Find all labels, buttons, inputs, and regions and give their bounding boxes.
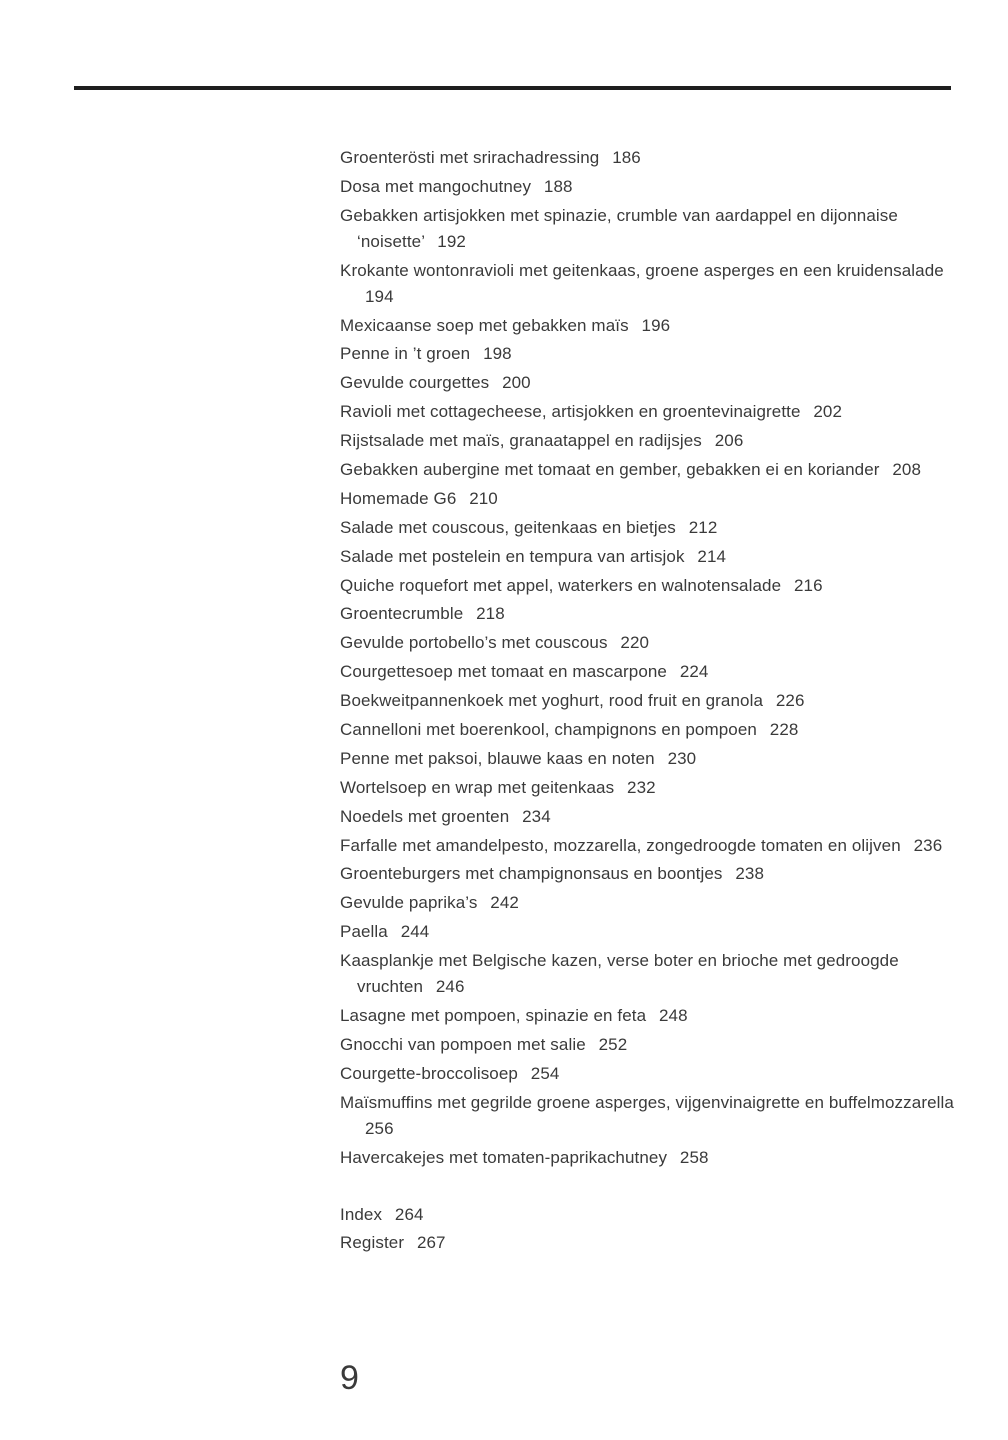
toc-entry-title: Ravioli met cottagecheese, artisjokken en groentevinaigrette	[340, 402, 801, 422]
toc-entry-page: 234	[522, 806, 551, 826]
toc-entry-page: 188	[543, 176, 573, 196]
toc-entry-title: Groenteburgers met champignonsaus en boontjes	[340, 864, 723, 884]
toc-entry	[340, 457, 960, 483]
toc-entry-page: 196	[641, 315, 671, 335]
toc-entry	[340, 145, 960, 171]
toc-entry-page: 267	[416, 1233, 446, 1253]
toc-spacer	[340, 1174, 960, 1202]
toc-entry	[340, 174, 960, 200]
toc-entry	[340, 746, 960, 772]
toc-entry-page: 238	[735, 864, 765, 884]
toc-entry	[340, 775, 960, 801]
toc-entry-title: Boekweitpannenkoek met yoghurt, rood fruit en granola	[340, 691, 764, 711]
toc-entry-page: 232	[627, 777, 656, 797]
toc-entry-page: 216	[793, 575, 823, 595]
toc-entry-page: 258	[679, 1147, 709, 1167]
table-of-contents	[340, 145, 960, 1259]
toc-entry-title: Groentecrumble	[340, 604, 464, 624]
toc-entry	[340, 601, 960, 627]
toc-entry-title: Kaasplankje met Belgische kazen, verse boter en brioche met gedroogde vruchten	[340, 951, 899, 997]
toc-entry-page: 194	[365, 286, 394, 306]
toc-entry-page: 200	[502, 373, 531, 393]
toc-entry-page: 254	[530, 1063, 560, 1083]
toc-entry-title: Courgettesoep met tomaat en mascarpone	[340, 662, 667, 682]
toc-entry-title: Dosa met mangochutney	[340, 176, 532, 196]
toc-entry	[340, 1061, 960, 1087]
toc-entry	[340, 428, 960, 454]
toc-entry-title: Cannelloni met boerenkool, champignons en pompoen	[340, 720, 757, 740]
toc-entry-title: Index	[340, 1204, 383, 1224]
toc-entry-title: Gebakken artisjokken met spinazie, crumble van aardappel en dijonnaise ‘noisette’	[340, 205, 898, 251]
toc-entry-title: Paella	[340, 922, 388, 942]
toc-entry	[340, 203, 960, 255]
toc-entry	[340, 890, 960, 916]
toc-entry-page: 248	[658, 1006, 688, 1026]
toc-entry	[340, 1230, 960, 1256]
toc-entry-page: 252	[598, 1034, 628, 1054]
toc-entry	[340, 515, 960, 541]
toc-entry	[340, 370, 960, 396]
toc-entry	[340, 1003, 960, 1029]
toc-entry-page: 202	[813, 402, 843, 422]
top-rule	[74, 86, 951, 90]
toc-entry-page: 192	[437, 231, 466, 251]
toc-entry-page: 242	[490, 893, 519, 913]
toc-entry-title: Farfalle met amandelpesto, mozzarella, zongedroogde tomaten en olijven	[340, 835, 901, 855]
toc-entry-title: Homemade G6	[340, 488, 457, 508]
toc-entry-title: Wortelsoep en wrap met geitenkaas	[340, 777, 615, 797]
toc-entry-title: Gevulde courgettes	[340, 373, 490, 393]
toc-entry-page: 246	[435, 977, 465, 997]
toc-entry-title: Gevulde paprika’s	[340, 893, 478, 913]
toc-entry	[340, 1202, 960, 1228]
toc-entry	[340, 1145, 960, 1171]
toc-entry	[340, 659, 960, 685]
toc-entry-title: Lasagne met pompoen, spinazie en feta	[340, 1006, 647, 1026]
toc-entry-title: Penne in ’t groen	[340, 344, 471, 364]
toc-entry-title: Quiche roquefort met appel, waterkers en walnotensalade	[340, 575, 782, 595]
toc-entry-page: 236	[913, 835, 943, 855]
toc-entry	[340, 688, 960, 714]
toc-entry-page: 220	[620, 633, 650, 653]
toc-entry	[340, 948, 960, 1000]
toc-entry-page: 208	[892, 460, 922, 480]
toc-entry-title: Salade met couscous, geitenkaas en bietjes	[340, 517, 676, 537]
toc-entry-page: 212	[688, 517, 718, 537]
toc-entry-title: Gnocchi van pompoen met salie	[340, 1034, 586, 1054]
toc-entry-page: 224	[679, 662, 709, 682]
toc-entry-title: Register	[340, 1233, 405, 1253]
toc-entry	[340, 341, 960, 367]
toc-entry-title: Gevulde portobello’s met couscous	[340, 633, 608, 653]
toc-entry	[340, 544, 960, 570]
toc-entry	[340, 1090, 960, 1142]
toc-entry-title: Havercakejes met tomaten-paprikachutney	[340, 1147, 668, 1167]
toc-entry	[340, 804, 960, 830]
toc-entry	[340, 861, 960, 887]
toc-entry-page: 256	[365, 1118, 394, 1138]
toc-entry	[340, 919, 960, 945]
toc-entry	[340, 486, 960, 512]
toc-entry	[340, 573, 960, 599]
toc-entry-title: Courgette-broccolisoep	[340, 1063, 518, 1083]
toc-entry	[340, 833, 960, 859]
toc-entry-title: Noedels met groenten	[340, 806, 510, 826]
toc-entry-title: Krokante wontonravioli met geitenkaas, groene asperges en een kruidensalade	[340, 260, 944, 280]
toc-entry-page: 218	[476, 604, 505, 624]
toc-entry-title: Penne met paksoi, blauwe kaas en noten	[340, 748, 655, 768]
toc-entry-page: 186	[612, 148, 641, 167]
toc-entry-page: 230	[667, 748, 697, 768]
toc-entry-title: Rijstsalade met maïs, granaatappel en radijsjes	[340, 431, 702, 451]
toc-entry	[340, 313, 960, 339]
toc-entry-page: 210	[469, 488, 498, 508]
toc-entry-title: Salade met postelein en tempura van artisjok	[340, 546, 685, 566]
toc-entry-page: 244	[400, 922, 430, 942]
toc-entry-page: 206	[714, 431, 744, 451]
toc-entry-page: 264	[394, 1204, 424, 1224]
toc-entry-page: 228	[769, 720, 799, 740]
toc-entry-page: 226	[775, 691, 805, 711]
toc-entry	[340, 1032, 960, 1058]
toc-entry-title: Gebakken aubergine met tomaat en gember, gebakken ei en koriander	[340, 460, 880, 480]
toc-entry	[340, 258, 960, 310]
toc-entry-title: Groenterösti met srirachadressing	[340, 148, 600, 167]
toc-entry-page: 198	[483, 344, 512, 364]
page-number: 9	[340, 1359, 359, 1397]
toc-entry	[340, 399, 960, 425]
toc-entry	[340, 630, 960, 656]
toc-entry-page: 214	[697, 546, 727, 566]
toc-entry-title: Maïsmuffins met gegrilde groene asperges, vijgenvinaigrette en buffelmozzarella	[340, 1092, 954, 1112]
toc-entry-title: Mexicaanse soep met gebakken maïs	[340, 315, 629, 335]
toc-entry	[340, 717, 960, 743]
